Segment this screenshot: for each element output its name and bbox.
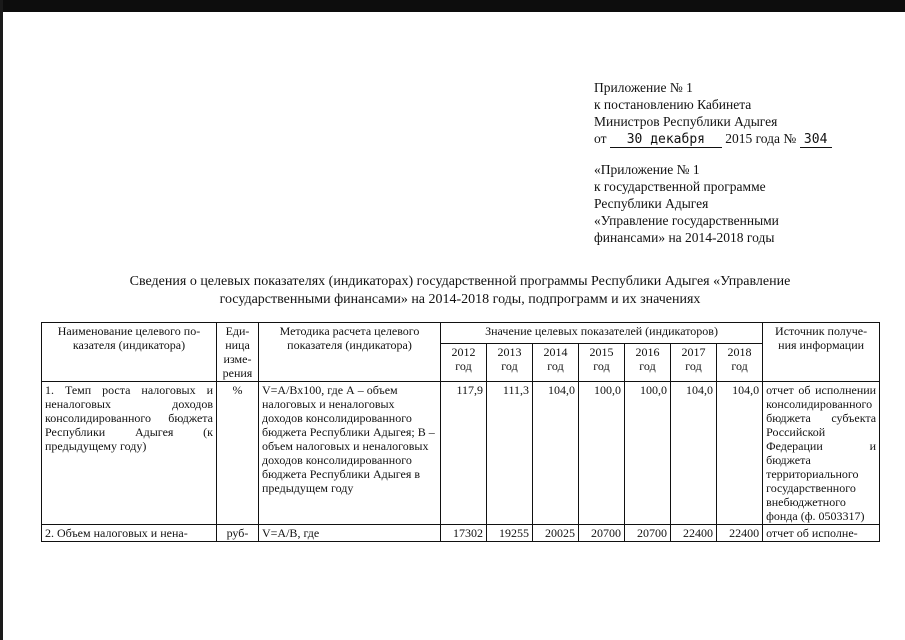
annex-line: финансами» на 2014-2018 годы [594,230,775,245]
header-year: 2012 год [441,343,487,381]
table-row [42,382,880,525]
header-name: Наименование целевого по-казателя (индикатора) [42,323,217,382]
approval-line: Приложение № 1 [594,80,693,95]
title-line: государственными финансами» на 2014-2018 годы, подпрограмм и их значениях [219,292,701,307]
approval-block [594,79,884,148]
row-value: 117,9 [441,382,487,525]
indicators-table [41,322,880,542]
approval-line: к постановлению Кабинета [594,97,752,112]
row-value: 111,3 [487,382,533,525]
row-value: 20700 [579,525,625,542]
title-line: Сведения о целевых показателях (индикаторах) государственной программы Республики Адыгея «Управление [129,274,791,289]
header-year: 2014 год [533,343,579,381]
row-value: 22400 [671,525,717,542]
handwritten-number: 304 [800,133,832,148]
handwritten-date: 30 декабря [610,133,722,148]
table-row [42,525,880,542]
approval-line: Министров Республики Адыгея [594,114,778,129]
row-source: отчет об исполнении консолидированного бюджета субъекта Российской Федерации и бюджета территориального государственного внебюджетного фонда (ф. 0503317) [763,382,880,525]
row-method: V=А/Вх100, где А – объем налоговых и неналоговых доходов консолидированного бюджета Республики Адыгея; В – объем налоговых и неналоговых доходов консолидированного бюджета Республики Адыгея в предыдущем году [259,382,441,525]
row-indicator-name: 2. Объем налоговых и нена- [42,525,217,542]
approval-date-line [594,130,884,148]
annex-line: «Управление государственными [594,213,779,228]
row-value: 104,0 [533,382,579,525]
header-year: 2016 год [625,343,671,381]
header-year: 2018 год [717,343,763,381]
row-value: 20700 [625,525,671,542]
row-value: 20025 [533,525,579,542]
document-title [60,273,860,309]
row-unit: руб- [217,525,259,542]
header-values-group: Значение целевых показателей (индикаторов) [441,323,763,344]
annex-line: Республики Адыгея [594,196,709,211]
row-value: 104,0 [671,382,717,525]
header-year: 2017 год [671,343,717,381]
row-value: 104,0 [717,382,763,525]
scan-edge-top [0,0,905,12]
annex-line: к государственной программе [594,179,766,194]
header-year: 2015 год [579,343,625,381]
approval-ot: от [594,131,607,146]
row-source: отчет об исполне- [763,525,880,542]
row-value: 19255 [487,525,533,542]
row-value: 100,0 [625,382,671,525]
header-method: Методика расчета целевого показателя (индикатора) [259,323,441,382]
header-unit: Еди-ница изме-рения [217,323,259,382]
row-value: 100,0 [579,382,625,525]
scan-edge-left [0,0,3,640]
header-row [42,323,880,344]
header-source: Источник получе-ния информации [763,323,880,382]
annex-line: «Приложение № 1 [594,162,700,177]
row-value: 17302 [441,525,487,542]
approval-year: 2015 года № [725,131,797,146]
annex-block [594,161,884,246]
row-indicator-name: 1. Темп роста налоговых и неналоговых доходов консолидированного бюджета Республики Адыгея (к предыдущему году) [42,382,217,525]
row-value: 22400 [717,525,763,542]
header-year: 2013 год [487,343,533,381]
row-method: V=А/В, где [259,525,441,542]
row-unit: % [217,382,259,525]
